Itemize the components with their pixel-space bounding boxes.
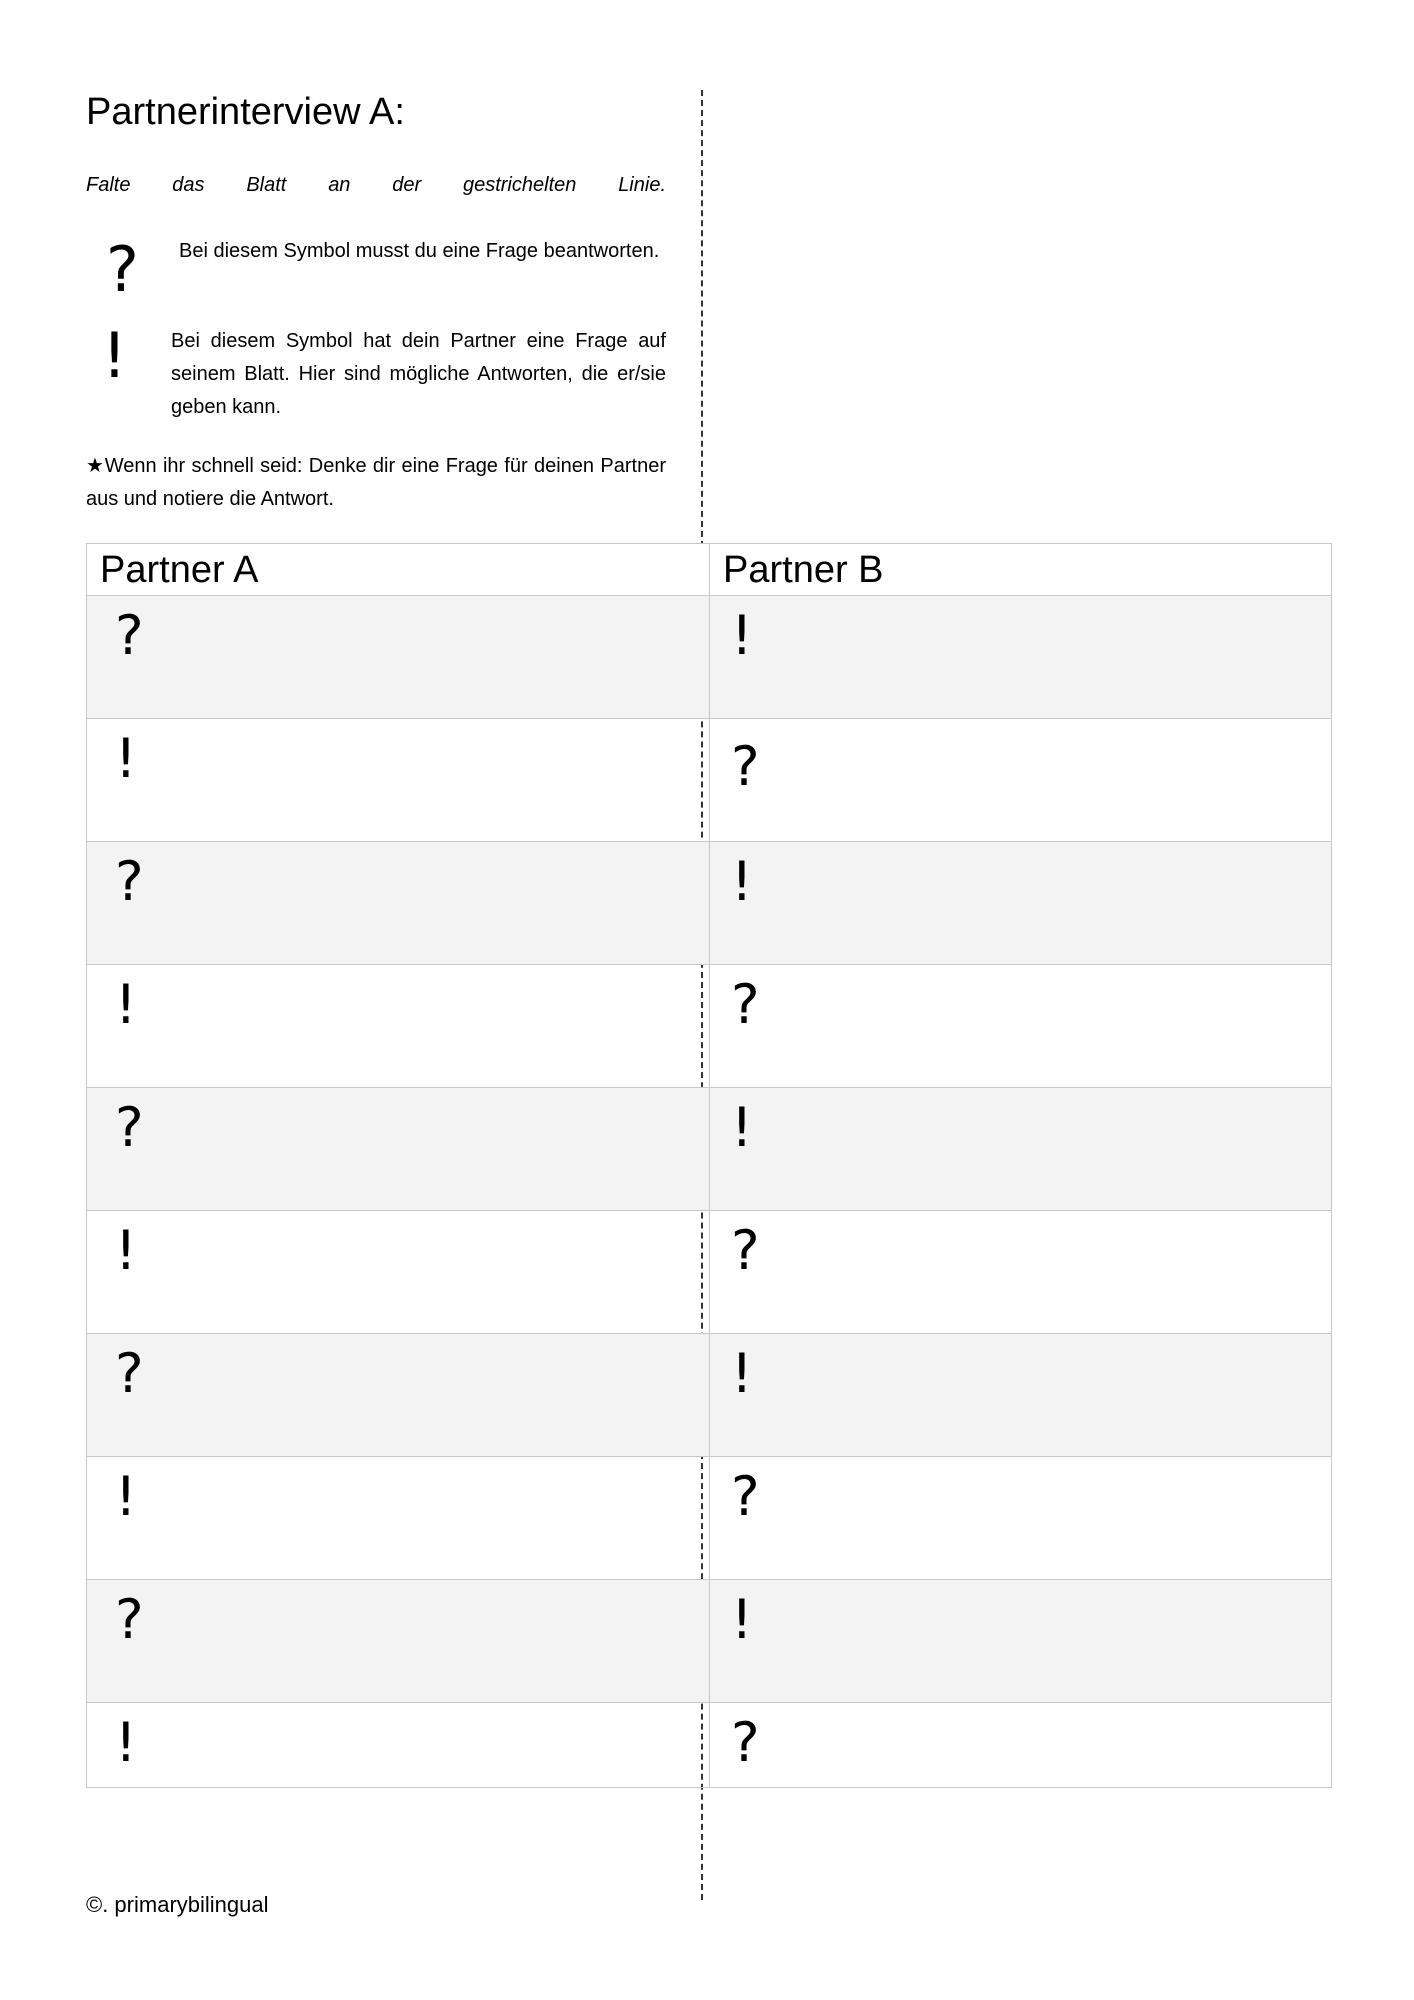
partner-a-symbol-icon: ! [115, 727, 137, 790]
instruction-word: Falte [86, 174, 131, 196]
legend-exclamation-text: Bei diesem Symbol hat dein Partner eine Frage auf seinem Blatt. Hier sind mögliche Antworten, die er/sie geben kann. [171, 330, 666, 418]
partner-a-symbol-icon: ? [115, 1588, 144, 1651]
partner-a-symbol-icon: ? [115, 1096, 144, 1159]
column-divider [709, 544, 710, 1787]
interview-table [86, 543, 1332, 1788]
partner-b-symbol-icon: ? [731, 1465, 760, 1528]
question-mark-icon: ? [106, 233, 139, 306]
partner-a-symbol-icon: ? [115, 850, 144, 913]
partner-b-symbol-icon: ? [731, 1219, 760, 1282]
instruction-word: an [328, 174, 351, 196]
partner-a-symbol-icon: ! [115, 1219, 137, 1282]
legend-exclamation [86, 319, 666, 435]
partner-a-symbol-icon: ! [115, 1465, 137, 1528]
partner-b-symbol-icon: ! [731, 1342, 753, 1405]
copyright-footer: ©. primarybilingual [86, 1892, 269, 1917]
partner-b-symbol-icon: ? [731, 1711, 760, 1774]
partner-b-symbol-icon: ! [731, 1588, 753, 1651]
partner-b-symbol-icon: ! [731, 850, 753, 913]
header-partner-b: Partner B [723, 549, 884, 591]
fold-instruction [86, 170, 666, 200]
partner-b-symbol-icon: ! [731, 604, 753, 667]
instruction-word: Blatt [246, 174, 287, 196]
instruction-word: das [172, 174, 205, 196]
legend-question [86, 235, 666, 305]
partner-b-symbol-icon: ? [731, 735, 760, 798]
page-title: Partnerinterview A: [86, 91, 405, 133]
exclamation-mark-icon: ! [102, 319, 127, 392]
partner-a-symbol-icon: ? [115, 604, 144, 667]
instruction-word: gestrichelten [462, 174, 577, 196]
legend-question-text: Bei diesem Symbol musst du eine Frage beantworten. [179, 240, 660, 262]
partner-b-symbol-icon: ! [731, 1096, 753, 1159]
header-partner-a: Partner A [100, 549, 259, 591]
partner-a-symbol-icon: ! [115, 1711, 137, 1774]
partner-a-symbol-icon: ! [115, 973, 137, 1036]
instruction-word: der [392, 174, 422, 196]
instruction-word: Linie. [618, 174, 666, 196]
partner-a-symbol-icon: ? [115, 1342, 144, 1405]
fast-finisher-note: ★Wenn ihr schnell seid: Denke dir eine Frage für deinen Partner aus und notiere die Antwort. [86, 455, 666, 510]
partner-b-symbol-icon: ? [731, 973, 760, 1036]
